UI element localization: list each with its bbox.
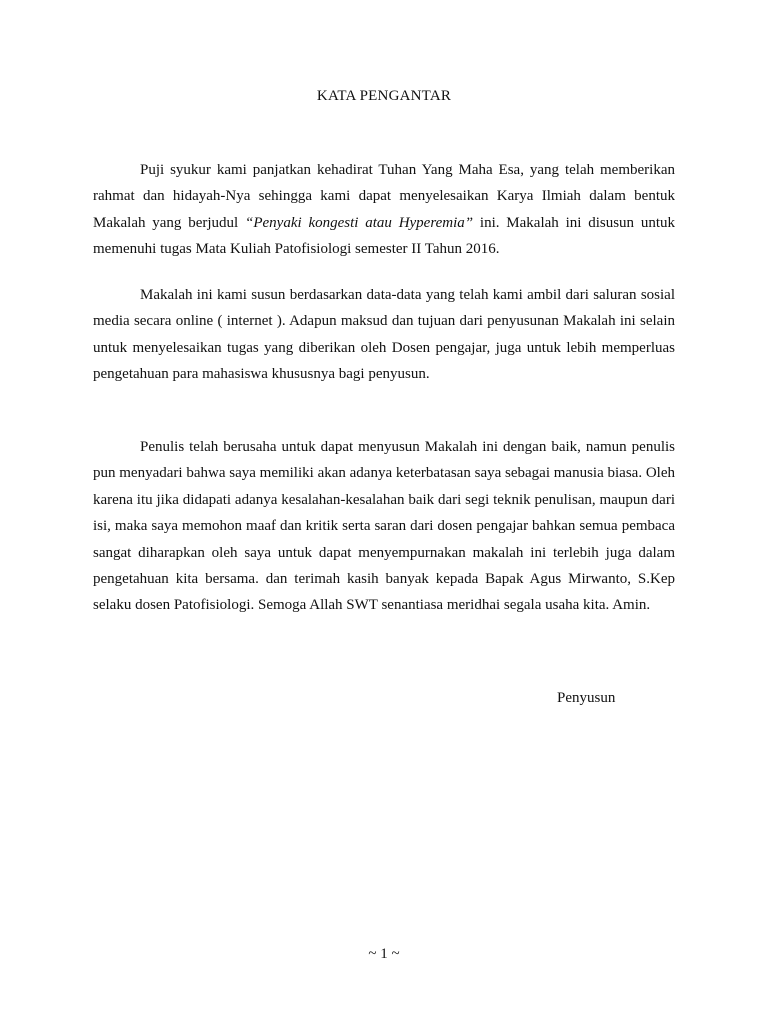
paper-title-quote: “Penyaki kongesti atau Hyperemia” [245,214,474,231]
page-title: KATA PENGANTAR [316,88,452,104]
paragraph-2-block [93,282,675,388]
signature: Penyusun [557,690,616,706]
paragraph-1-text-start: Puji syukur kami panjatkan kehadirat Tuhan Yang Maha Esa, yang telah memberikan rahmat dan hidayah-Nya sehingga kami dapat menyelesaikan Karya Ilmiah dalam bentuk Makalah yang berjudul [93,162,675,231]
page-number: ~ 1 ~ [368,946,400,962]
paragraph-3-block [93,434,675,619]
paragraph-2: Makalah ini kami susun berdasarkan data-data yang telah kami ambil dari saluran sosial media secara online ( internet ). Adapun maksud dan tujuan dari penyusunan Makalah ini selain untuk menyelesaikan tugas yang diberikan oleh Dosen pengajar, juga untuk lebih memperluas pengetahuan para mahasiswa khususnya bagi penyusun. [93,287,675,383]
paragraph-1 [93,157,675,263]
paragraph-1-block [93,157,675,263]
paragraph-3: Penulis telah berusaha untuk dapat menyusun Makalah ini dengan baik, namun penulis pun menyadari bahwa saya memiliki akan adanya keterbatasan saya sebagai manusia biasa. Oleh karena itu jika didapati adanya kesalahan-kesalahan baik dari segi teknik penulisan, maupun dari isi, maka saya memohon maaf dan kritik serta saran dari dosen pengajar bahkan semua pembaca sangat diharapkan oleh saya untuk dapat menyempurnakan makalah ini terlebih juga dalam pengetahuan kita bersama. dan terimah kasih banyak kepada Bapak Agus Mirwanto, S.Kep selaku dosen Patofisiologi. Semoga Allah SWT senantiasa meridhai segala usaha kita. Amin. [93,439,675,614]
paragraph-1-text-end: ini. Makalah ini disusun untuk memenuhi tugas Mata Kuliah Patofisiologi semester II Tahun 2016. [93,214,675,258]
